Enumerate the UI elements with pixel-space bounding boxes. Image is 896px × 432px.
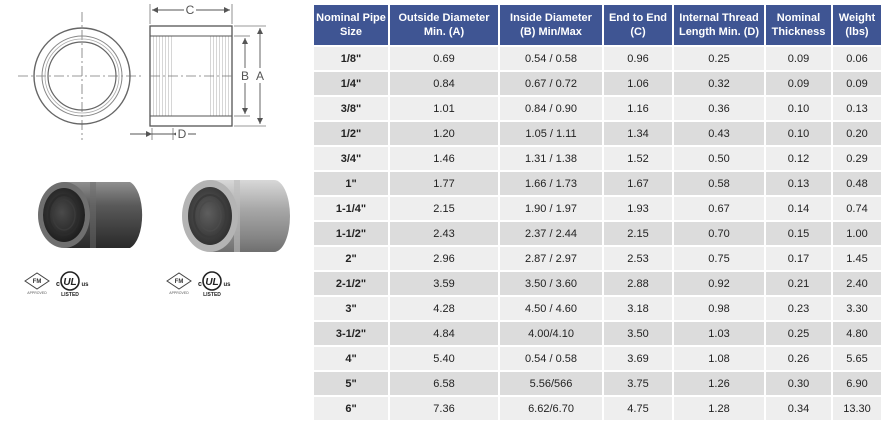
table-header	[313, 4, 882, 46]
cell-thickness: 0.34	[765, 396, 832, 421]
cell-inside-diameter: 4.00/4.10	[499, 321, 603, 346]
cell-outside-diameter: 3.59	[389, 271, 499, 296]
cell-outside-diameter: 0.84	[389, 71, 499, 96]
cell-thickness: 0.30	[765, 371, 832, 396]
cell-thread-length: 1.28	[673, 396, 765, 421]
table-row	[313, 146, 882, 171]
cell-inside-diameter: 0.54 / 0.58	[499, 346, 603, 371]
svg-text:c: c	[198, 281, 202, 288]
cell-end-to-end: 2.53	[603, 246, 673, 271]
cell-outside-diameter: 7.36	[389, 396, 499, 421]
header-thread-length: Internal Thread Length Min. (D)	[673, 4, 765, 46]
header-end-to-end: End to End (C)	[603, 4, 673, 46]
cell-thickness: 0.26	[765, 346, 832, 371]
cell-size: 6"	[313, 396, 389, 421]
cell-weight: 0.06	[832, 46, 882, 71]
cell-end-to-end: 1.93	[603, 196, 673, 221]
cell-thickness: 0.13	[765, 171, 832, 196]
cell-end-to-end: 1.34	[603, 121, 673, 146]
table-row	[313, 171, 882, 196]
svg-text:APPROVED: APPROVED	[169, 291, 189, 295]
cell-end-to-end: 1.52	[603, 146, 673, 171]
cell-end-to-end: 3.75	[603, 371, 673, 396]
table-row	[313, 271, 882, 296]
cell-inside-diameter: 0.67 / 0.72	[499, 71, 603, 96]
cell-thread-length: 0.58	[673, 171, 765, 196]
cell-thread-length: 0.92	[673, 271, 765, 296]
cell-inside-diameter: 6.62/6.70	[499, 396, 603, 421]
svg-text:us: us	[223, 282, 231, 288]
cell-weight: 2.40	[832, 271, 882, 296]
cell-weight: 1.00	[832, 221, 882, 246]
header-nominal-pipe-size: Nominal Pipe Size	[313, 4, 389, 46]
cell-thread-length: 0.67	[673, 196, 765, 221]
cell-end-to-end: 4.75	[603, 396, 673, 421]
svg-text:FM: FM	[174, 279, 184, 285]
cell-thread-length: 0.98	[673, 296, 765, 321]
cell-thread-length: 0.36	[673, 96, 765, 121]
dimension-label-b: B	[240, 69, 250, 83]
cell-size: 5"	[313, 371, 389, 396]
cell-outside-diameter: 6.58	[389, 371, 499, 396]
cell-outside-diameter: 4.28	[389, 296, 499, 321]
cell-inside-diameter: 1.31 / 1.38	[499, 146, 603, 171]
cell-outside-diameter: 0.69	[389, 46, 499, 71]
dimension-label-c: C	[185, 3, 195, 17]
cell-end-to-end: 0.96	[603, 46, 673, 71]
cell-end-to-end: 3.50	[603, 321, 673, 346]
ul-listed-icon	[56, 272, 89, 298]
cell-end-to-end: 3.69	[603, 346, 673, 371]
svg-text:LISTED: LISTED	[61, 292, 79, 298]
cell-weight: 3.30	[832, 296, 882, 321]
cell-size: 4"	[313, 346, 389, 371]
certification-marks-galvanized	[164, 262, 264, 298]
cell-size: 1/8"	[313, 46, 389, 71]
header-row	[313, 4, 882, 46]
cell-weight: 0.74	[832, 196, 882, 221]
cell-inside-diameter: 1.66 / 1.73	[499, 171, 603, 196]
svg-text:APPROVED: APPROVED	[27, 291, 47, 295]
table-row	[313, 221, 882, 246]
header-nominal-thickness: Nominal Thickness	[765, 4, 832, 46]
cell-outside-diameter: 5.40	[389, 346, 499, 371]
cell-thread-length: 1.08	[673, 346, 765, 371]
cell-inside-diameter: 3.50 / 3.60	[499, 271, 603, 296]
table-row	[313, 96, 882, 121]
cell-weight: 6.90	[832, 371, 882, 396]
header-weight: Weight (lbs)	[832, 4, 882, 46]
cell-thickness: 0.25	[765, 321, 832, 346]
cell-thickness: 0.09	[765, 46, 832, 71]
cell-outside-diameter: 1.77	[389, 171, 499, 196]
cell-inside-diameter: 1.90 / 1.97	[499, 196, 603, 221]
cell-weight: 4.80	[832, 321, 882, 346]
cell-outside-diameter: 1.20	[389, 121, 499, 146]
cell-inside-diameter: 2.37 / 2.44	[499, 221, 603, 246]
cell-inside-diameter: 5.56/566	[499, 371, 603, 396]
cell-inside-diameter: 0.54 / 0.58	[499, 46, 603, 71]
cell-weight: 0.13	[832, 96, 882, 121]
cell-thickness: 0.10	[765, 96, 832, 121]
table-row	[313, 196, 882, 221]
cell-outside-diameter: 2.43	[389, 221, 499, 246]
black-iron-coupling-image	[34, 176, 148, 252]
table-row	[313, 246, 882, 271]
cell-thread-length: 0.75	[673, 246, 765, 271]
cell-size: 1"	[313, 171, 389, 196]
cell-end-to-end: 1.06	[603, 71, 673, 96]
cell-thread-length: 1.26	[673, 371, 765, 396]
cell-inside-diameter: 0.84 / 0.90	[499, 96, 603, 121]
cell-thickness: 0.10	[765, 121, 832, 146]
svg-text:UL: UL	[63, 277, 77, 288]
cell-weight: 13.30	[832, 396, 882, 421]
cell-size: 1/4"	[313, 71, 389, 96]
cell-size: 1/2"	[313, 121, 389, 146]
cell-weight: 0.20	[832, 121, 882, 146]
table-row	[313, 346, 882, 371]
coupling-dimensions-table	[312, 3, 883, 422]
cell-end-to-end: 1.16	[603, 96, 673, 121]
fm-approved-icon	[167, 273, 191, 295]
dimension-label-d: D	[177, 127, 187, 141]
product-illustration-panel	[0, 0, 312, 432]
cell-thickness: 0.15	[765, 221, 832, 246]
cell-thickness: 0.17	[765, 246, 832, 271]
cell-size: 1-1/2"	[313, 221, 389, 246]
header-inside-diameter: Inside Diameter (B) Min/Max	[499, 4, 603, 46]
cell-thread-length: 0.32	[673, 71, 765, 96]
cell-weight: 0.29	[832, 146, 882, 171]
cell-size: 3-1/2"	[313, 321, 389, 346]
cell-inside-diameter: 4.50 / 4.60	[499, 296, 603, 321]
cell-thickness: 0.12	[765, 146, 832, 171]
ul-listed-icon	[198, 272, 231, 298]
cell-end-to-end: 2.88	[603, 271, 673, 296]
cell-thread-length: 0.70	[673, 221, 765, 246]
cell-outside-diameter: 2.15	[389, 196, 499, 221]
cell-outside-diameter: 1.01	[389, 96, 499, 121]
coupling-dimension-drawing	[0, 0, 312, 150]
cell-outside-diameter: 4.84	[389, 321, 499, 346]
cell-thread-length: 0.43	[673, 121, 765, 146]
table-row	[313, 121, 882, 146]
svg-text:LISTED: LISTED	[203, 292, 221, 298]
svg-text:us: us	[81, 282, 89, 288]
cell-size: 2-1/2"	[313, 271, 389, 296]
cell-thickness: 0.14	[765, 196, 832, 221]
cell-outside-diameter: 1.46	[389, 146, 499, 171]
cell-end-to-end: 3.18	[603, 296, 673, 321]
cell-thickness: 0.23	[765, 296, 832, 321]
dimension-label-a: A	[255, 69, 265, 83]
cell-size: 2"	[313, 246, 389, 271]
cell-thickness: 0.09	[765, 71, 832, 96]
cell-weight: 0.48	[832, 171, 882, 196]
cell-thread-length: 1.03	[673, 321, 765, 346]
cell-end-to-end: 2.15	[603, 221, 673, 246]
cell-thickness: 0.21	[765, 271, 832, 296]
cell-end-to-end: 1.67	[603, 171, 673, 196]
cell-weight: 5.65	[832, 346, 882, 371]
cell-weight: 0.09	[832, 71, 882, 96]
cell-size: 1-1/4"	[313, 196, 389, 221]
end-view	[18, 12, 144, 140]
table-row	[313, 46, 882, 71]
certification-marks-black	[22, 262, 122, 298]
cell-outside-diameter: 2.96	[389, 246, 499, 271]
galvanized-coupling-image	[176, 172, 292, 258]
cell-size: 3/4"	[313, 146, 389, 171]
cell-inside-diameter: 2.87 / 2.97	[499, 246, 603, 271]
cell-thread-length: 0.25	[673, 46, 765, 71]
svg-text:UL: UL	[205, 277, 219, 288]
header-outside-diameter: Outside Diameter Min. (A)	[389, 4, 499, 46]
svg-text:c: c	[56, 281, 60, 288]
fm-approved-icon	[25, 273, 49, 295]
table-body	[313, 46, 882, 421]
cell-thread-length: 0.50	[673, 146, 765, 171]
table-row	[313, 296, 882, 321]
cell-size: 3/8"	[313, 96, 389, 121]
table-row	[313, 71, 882, 96]
cell-weight: 1.45	[832, 246, 882, 271]
svg-text:FM: FM	[32, 279, 42, 285]
cell-inside-diameter: 1.05 / 1.11	[499, 121, 603, 146]
table-row	[313, 321, 882, 346]
table-row	[313, 371, 882, 396]
cell-size: 3"	[313, 296, 389, 321]
table-row	[313, 396, 882, 421]
